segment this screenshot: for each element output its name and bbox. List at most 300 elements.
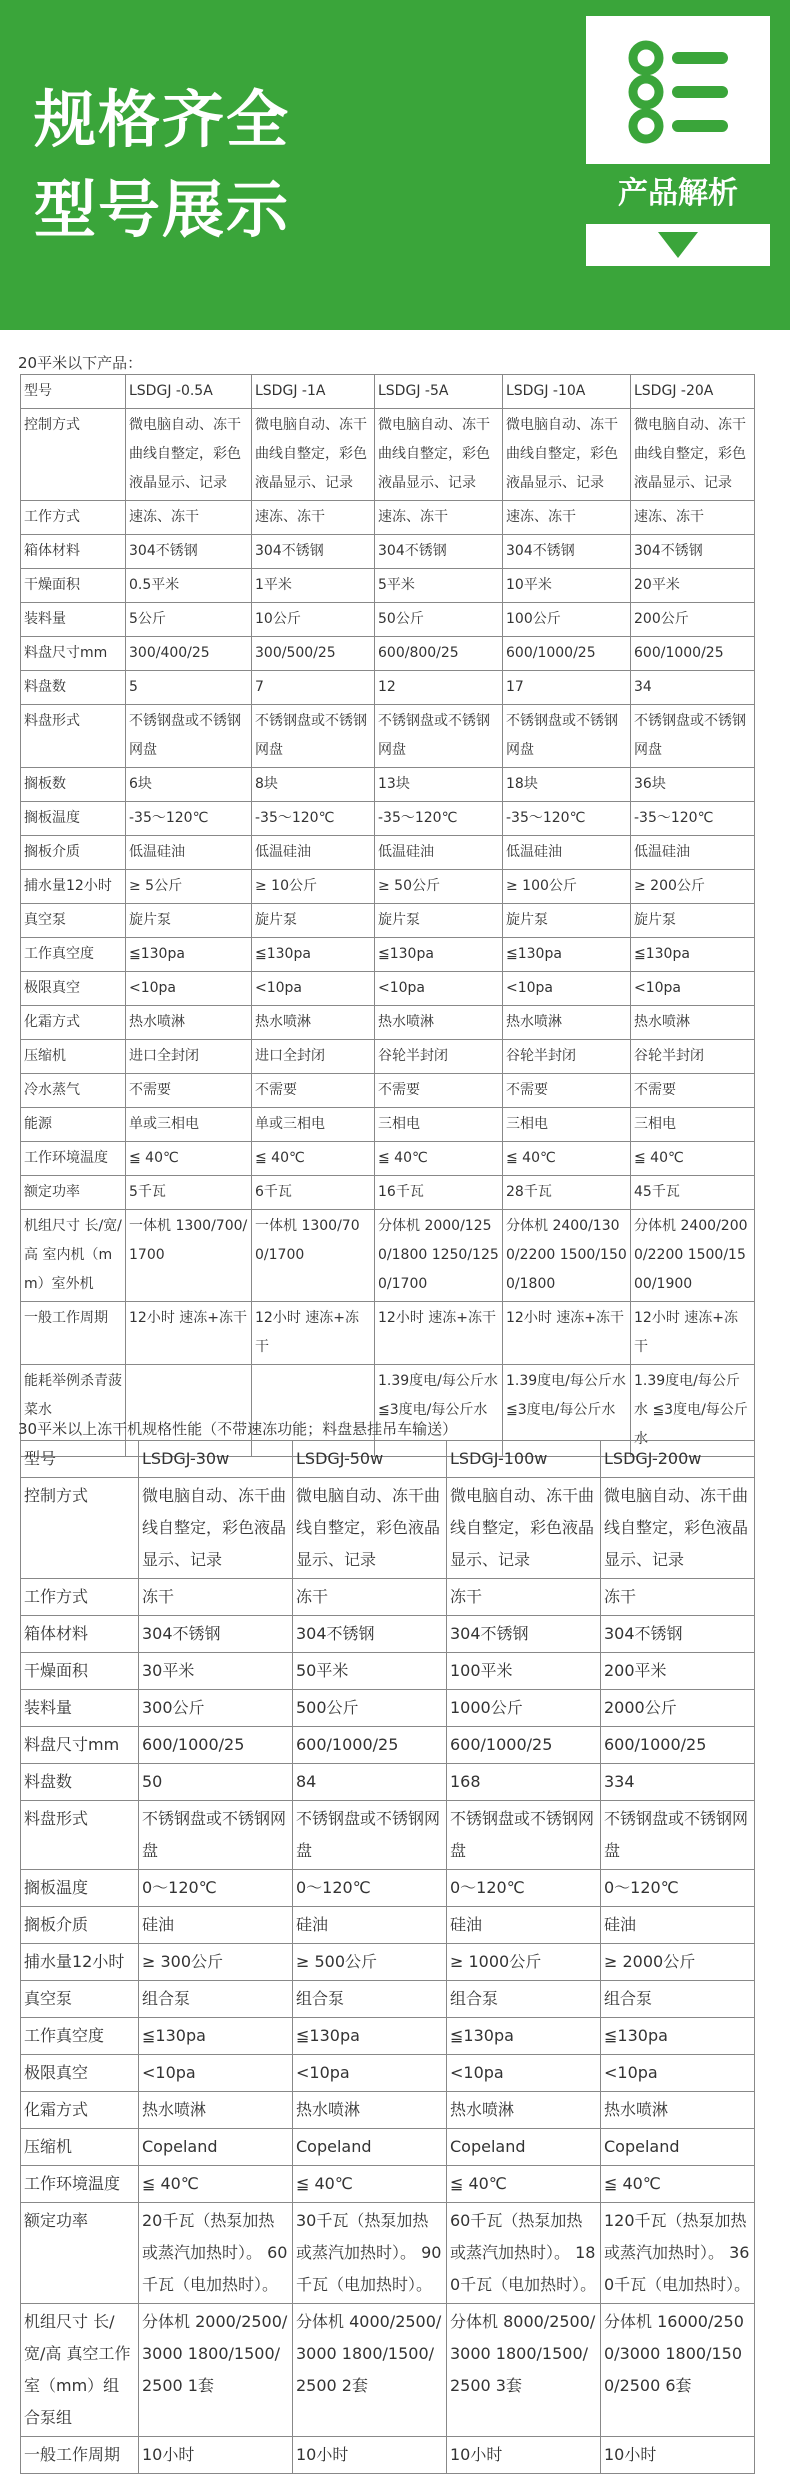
value-cell: 硅油 <box>447 1907 601 1944</box>
table-row <box>21 836 755 870</box>
value-cell: ≦130pa <box>252 938 375 972</box>
value-cell: 34 <box>631 671 755 705</box>
row-label-cell: 搁板数 <box>21 768 126 802</box>
value-cell: 热水喷淋 <box>139 2092 293 2129</box>
table-row <box>21 1981 755 2018</box>
value-cell: <10pa <box>293 2055 447 2092</box>
section1-caption: 20平米以下产品： <box>18 354 143 372</box>
value-cell: 微电脑自动、冻干曲线自整定，彩色液晶显示、记录 <box>139 1478 293 1579</box>
value-cell: 不锈钢盘或不锈钢网盘 <box>252 705 375 768</box>
table-row <box>21 870 755 904</box>
value-cell: 冻干 <box>139 1579 293 1616</box>
value-cell: Copeland <box>447 2129 601 2166</box>
value-cell: 8块 <box>252 768 375 802</box>
value-cell: 低温硅油 <box>631 836 755 870</box>
table-header-row <box>21 1441 755 1478</box>
table-row <box>21 1579 755 1616</box>
row-label-cell: 一般工作周期 <box>21 2437 139 2474</box>
value-cell: Copeland <box>293 2129 447 2166</box>
value-cell: 分体机 4000/2500/3000 1800/1500/2500 2套 <box>293 2304 447 2437</box>
value-cell: 不需要 <box>252 1074 375 1108</box>
value-cell: 300/400/25 <box>126 637 252 671</box>
value-cell: 2000公斤 <box>601 1690 755 1727</box>
value-cell: 热水喷淋 <box>601 2092 755 2129</box>
value-cell: ≦ 40℃ <box>139 2166 293 2203</box>
row-label-cell: 压缩机 <box>21 1040 126 1074</box>
model-header-cell: LSDGJ-30w <box>139 1441 293 1478</box>
row-label-cell: 箱体材料 <box>21 535 126 569</box>
value-cell: 微电脑自动、冻干曲线自整定，彩色液晶显示、记录 <box>601 1478 755 1579</box>
value-cell: 0～120℃ <box>139 1870 293 1907</box>
value-cell: 不需要 <box>631 1074 755 1108</box>
value-cell: 600/1000/25 <box>447 1727 601 1764</box>
model-header-cell: LSDGJ -5A <box>375 375 503 409</box>
table-row <box>21 802 755 836</box>
value-cell: 0～120℃ <box>293 1870 447 1907</box>
value-cell: ≦ 40℃ <box>293 2166 447 2203</box>
value-cell: 微电脑自动、冻干曲线自整定，彩色液晶显示、记录 <box>503 409 631 501</box>
table-row <box>21 1870 755 1907</box>
row-label-cell: 工作真空度 <box>21 938 126 972</box>
value-cell: <10pa <box>447 2055 601 2092</box>
value-cell: 一体机 1300/700/1700 <box>252 1210 375 1302</box>
table-row <box>21 409 755 501</box>
model-header-cell: LSDGJ-100w <box>447 1441 601 1478</box>
value-cell: 进口全封闭 <box>252 1040 375 1074</box>
value-cell: ≥ 50公斤 <box>375 870 503 904</box>
table-row <box>21 1801 755 1870</box>
table-row <box>21 1006 755 1040</box>
value-cell: ≦130pa <box>126 938 252 972</box>
value-cell: 不锈钢盘或不锈钢网盘 <box>126 705 252 768</box>
row-label-cell: 额定功率 <box>21 1176 126 1210</box>
row-label-cell: 控制方式 <box>21 409 126 501</box>
row-label-cell: 搁板介质 <box>21 1907 139 1944</box>
value-cell: 600/1000/25 <box>293 1727 447 1764</box>
value-cell: 12小时 速冻+冻干 <box>375 1302 503 1365</box>
value-cell: 不需要 <box>375 1074 503 1108</box>
row-label-cell: 能耗举例杀青菠菜水 <box>21 1365 126 1457</box>
value-cell: 微电脑自动、冻干曲线自整定，彩色液晶显示、记录 <box>447 1478 601 1579</box>
value-cell: 微电脑自动、冻干曲线自整定，彩色液晶显示、记录 <box>631 409 755 501</box>
value-cell: <10pa <box>139 2055 293 2092</box>
value-cell: 三相电 <box>631 1108 755 1142</box>
value-cell: 304不锈钢 <box>139 1616 293 1653</box>
value-cell: ≥ 5公斤 <box>126 870 252 904</box>
value-cell: 200公斤 <box>631 603 755 637</box>
value-cell: 低温硅油 <box>126 836 252 870</box>
value-cell: 1.39度电/每公斤水 ≦3度电/每公斤水 <box>503 1365 631 1457</box>
value-cell: 旋片泵 <box>252 904 375 938</box>
value-cell: ≥ 200公斤 <box>631 870 755 904</box>
value-cell: 0～120℃ <box>601 1870 755 1907</box>
table-row <box>21 2092 755 2129</box>
table-row <box>21 535 755 569</box>
row-label-cell: 工作方式 <box>21 501 126 535</box>
value-cell: 304不锈钢 <box>447 1616 601 1653</box>
value-cell: 28千瓦 <box>503 1176 631 1210</box>
value-cell: 分体机 8000/2500/3000 1800/1500/2500 3套 <box>447 2304 601 2437</box>
row-label-cell: 料盘形式 <box>21 1801 139 1870</box>
table-row <box>21 1653 755 1690</box>
value-cell: 进口全封闭 <box>126 1040 252 1074</box>
value-cell: 微电脑自动、冻干曲线自整定，彩色液晶显示、记录 <box>375 409 503 501</box>
value-cell: 12小时 速冻+冻干 <box>126 1302 252 1365</box>
model-header-cell: LSDGJ -0.5A <box>126 375 252 409</box>
value-cell: 旋片泵 <box>126 904 252 938</box>
value-cell: 不锈钢盘或不锈钢网盘 <box>503 705 631 768</box>
value-cell: ≦ 40℃ <box>601 2166 755 2203</box>
value-cell: 1平米 <box>252 569 375 603</box>
value-cell: 20千瓦（热泵加热或蒸汽加热时）。 60千瓦（电加热时）。 <box>139 2203 293 2304</box>
value-cell: ≥ 100公斤 <box>503 870 631 904</box>
table-row <box>21 1074 755 1108</box>
value-cell: 谷轮半封闭 <box>631 1040 755 1074</box>
value-cell: 热水喷淋 <box>631 1006 755 1040</box>
value-cell: 旋片泵 <box>503 904 631 938</box>
row-label-cell: 料盘数 <box>21 671 126 705</box>
row-label-cell: 工作方式 <box>21 1579 139 1616</box>
product-analysis-badge <box>586 16 770 266</box>
value-cell: 一体机 1300/700/1700 <box>126 1210 252 1302</box>
row-label-cell: 真空泵 <box>21 904 126 938</box>
row-label-cell: 搁板温度 <box>21 802 126 836</box>
row-label-cell: 工作真空度 <box>21 2018 139 2055</box>
value-cell: 谷轮半封闭 <box>503 1040 631 1074</box>
value-cell: 冻干 <box>293 1579 447 1616</box>
value-cell: 组合泵 <box>447 1981 601 2018</box>
value-cell: 速冻、冻干 <box>252 501 375 535</box>
value-cell: 低温硅油 <box>503 836 631 870</box>
value-cell: 12小时 速冻+冻干 <box>252 1302 375 1365</box>
value-cell: 1000公斤 <box>447 1690 601 1727</box>
value-cell: 304不锈钢 <box>126 535 252 569</box>
model-header-cell: LSDGJ -10A <box>503 375 631 409</box>
value-cell: 组合泵 <box>139 1981 293 2018</box>
table-row <box>21 2055 755 2092</box>
header-banner <box>0 0 790 330</box>
value-cell: Copeland <box>601 2129 755 2166</box>
value-cell: 304不锈钢 <box>631 535 755 569</box>
value-cell: 7 <box>252 671 375 705</box>
value-cell: 分体机 2000/1250/1800 1250/1250/1700 <box>375 1210 503 1302</box>
value-cell: 600/1000/25 <box>139 1727 293 1764</box>
value-cell: 600/800/25 <box>375 637 503 671</box>
value-cell: 微电脑自动、冻干曲线自整定，彩色液晶显示、记录 <box>252 409 375 501</box>
value-cell: 200平米 <box>601 1653 755 1690</box>
value-cell: -35～120℃ <box>631 802 755 836</box>
table-row <box>21 501 755 535</box>
table-row <box>21 603 755 637</box>
table-row <box>21 2203 755 2304</box>
table-row <box>21 1727 755 1764</box>
value-cell: 1.39度电/每公斤水 ≦3度电/每公斤水 <box>631 1365 755 1457</box>
table-row <box>21 569 755 603</box>
value-cell: 低温硅油 <box>252 836 375 870</box>
value-cell: 100平米 <box>447 1653 601 1690</box>
value-cell: 60千瓦（热泵加热或蒸汽加热时）。 180千瓦（电加热时）。 <box>447 2203 601 2304</box>
value-cell: 600/1000/25 <box>631 637 755 671</box>
value-cell: <10pa <box>375 972 503 1006</box>
value-cell: 不需要 <box>126 1074 252 1108</box>
value-cell: ≦130pa <box>631 938 755 972</box>
value-cell: 热水喷淋 <box>126 1006 252 1040</box>
row-label-cell: 干燥面积 <box>21 569 126 603</box>
banner-title-line1: 规格齐全 <box>34 83 291 156</box>
value-cell: 热水喷淋 <box>447 2092 601 2129</box>
value-cell: 分体机 16000/2500/3000 1800/1500/2500 6套 <box>601 2304 755 2437</box>
value-cell: -35～120℃ <box>126 802 252 836</box>
row-label-cell: 控制方式 <box>21 1478 139 1579</box>
value-cell: <10pa <box>252 972 375 1006</box>
header-label-cell: 型号 <box>21 1441 139 1478</box>
value-cell: 硅油 <box>293 1907 447 1944</box>
value-cell: 10平米 <box>503 569 631 603</box>
value-cell: ≥ 1000公斤 <box>447 1944 601 1981</box>
table-row <box>21 2129 755 2166</box>
value-cell: 304不锈钢 <box>375 535 503 569</box>
table-row <box>21 2018 755 2055</box>
value-cell: ≦ 40℃ <box>252 1142 375 1176</box>
value-cell: 18块 <box>503 768 631 802</box>
value-cell: 100公斤 <box>503 603 631 637</box>
table-row <box>21 768 755 802</box>
value-cell: 热水喷淋 <box>375 1006 503 1040</box>
value-cell: 组合泵 <box>293 1981 447 2018</box>
value-cell: 12小时 速冻+冻干 <box>631 1302 755 1365</box>
row-label-cell: 搁板温度 <box>21 1870 139 1907</box>
model-header-cell: LSDGJ -1A <box>252 375 375 409</box>
value-cell: 分体机 2400/1300/2200 1500/1500/1800 <box>503 1210 631 1302</box>
table-row <box>21 1142 755 1176</box>
value-cell: 0.5平米 <box>126 569 252 603</box>
row-label-cell: 搁板介质 <box>21 836 126 870</box>
value-cell: ≦ 40℃ <box>126 1142 252 1176</box>
value-cell: 微电脑自动、冻干曲线自整定，彩色液晶显示、记录 <box>293 1478 447 1579</box>
badge-label: 产品解析 <box>586 164 770 224</box>
table-row <box>21 637 755 671</box>
value-cell: 单或三相电 <box>126 1108 252 1142</box>
value-cell: 10公斤 <box>252 603 375 637</box>
value-cell: ≦ 40℃ <box>631 1142 755 1176</box>
row-label-cell: 箱体材料 <box>21 1616 139 1653</box>
value-cell: 300/500/25 <box>252 637 375 671</box>
value-cell: ≦130pa <box>293 2018 447 2055</box>
spec-table-small <box>20 374 755 1457</box>
value-cell: 三相电 <box>375 1108 503 1142</box>
value-cell: ≦ 40℃ <box>447 2166 601 2203</box>
table-row <box>21 1108 755 1142</box>
value-cell: ≥ 500公斤 <box>293 1944 447 1981</box>
value-cell: 10小时 <box>139 2437 293 2474</box>
value-cell: 304不锈钢 <box>293 1616 447 1653</box>
value-cell: 冻干 <box>601 1579 755 1616</box>
value-cell: ≦130pa <box>139 2018 293 2055</box>
value-cell: 不锈钢盘或不锈钢网盘 <box>447 1801 601 1870</box>
row-label-cell: 冷水蒸气 <box>21 1074 126 1108</box>
value-cell: 分体机 2400/2000/2200 1500/1500/1900 <box>631 1210 755 1302</box>
value-cell: ≦130pa <box>447 2018 601 2055</box>
model-header-cell: LSDGJ-50w <box>293 1441 447 1478</box>
value-cell: ≦ 40℃ <box>375 1142 503 1176</box>
table-row <box>21 1478 755 1579</box>
row-label-cell: 能源 <box>21 1108 126 1142</box>
value-cell: 50 <box>139 1764 293 1801</box>
value-cell: 50公斤 <box>375 603 503 637</box>
value-cell: 334 <box>601 1764 755 1801</box>
value-cell: 5平米 <box>375 569 503 603</box>
row-label-cell: 机组尺寸 长/宽/高 室内机（mm）室外机 <box>21 1210 126 1302</box>
value-cell: 1.39度电/每公斤水 ≦3度电/每公斤水 <box>375 1365 503 1457</box>
value-cell: 36块 <box>631 768 755 802</box>
row-label-cell: 料盘数 <box>21 1764 139 1801</box>
value-cell: 45千瓦 <box>631 1176 755 1210</box>
model-header-cell: LSDGJ-200w <box>601 1441 755 1478</box>
spec-table-large <box>20 1440 755 2474</box>
value-cell: 600/1000/25 <box>601 1727 755 1764</box>
value-cell: 6千瓦 <box>252 1176 375 1210</box>
table-row <box>21 1907 755 1944</box>
value-cell: 10小时 <box>293 2437 447 2474</box>
row-label-cell: 捕水量12小时 <box>21 870 126 904</box>
value-cell: 6块 <box>126 768 252 802</box>
table-row <box>21 1944 755 1981</box>
value-cell: ≦130pa <box>601 2018 755 2055</box>
section2-caption: 30平米以上冻干机规格性能（不带速冻功能；料盘悬挂吊车输送） <box>18 1420 458 1438</box>
value-cell: <10pa <box>503 972 631 1006</box>
value-cell: 谷轮半封闭 <box>375 1040 503 1074</box>
row-label-cell: 装料量 <box>21 1690 139 1727</box>
value-cell: 热水喷淋 <box>252 1006 375 1040</box>
row-label-cell: 机组尺寸 长/宽/高 真空工作室（mm）组合泵组 <box>21 2304 139 2437</box>
row-label-cell: 工作环境温度 <box>21 2166 139 2203</box>
table-row <box>21 1764 755 1801</box>
value-cell: -35～120℃ <box>252 802 375 836</box>
value-cell: 600/1000/25 <box>503 637 631 671</box>
header-label-cell: 型号 <box>21 375 126 409</box>
value-cell: 热水喷淋 <box>293 2092 447 2129</box>
row-label-cell: 化霜方式 <box>21 2092 139 2129</box>
value-cell: 20平米 <box>631 569 755 603</box>
value-cell: 12 <box>375 671 503 705</box>
value-cell: 120千瓦（热泵加热或蒸汽加热时）。 360千瓦（电加热时）。 <box>601 2203 755 2304</box>
value-cell: 硅油 <box>601 1907 755 1944</box>
value-cell: 组合泵 <box>601 1981 755 2018</box>
value-cell: ≦130pa <box>375 938 503 972</box>
value-cell: 0～120℃ <box>447 1870 601 1907</box>
value-cell: 304不锈钢 <box>601 1616 755 1653</box>
value-cell: 5公斤 <box>126 603 252 637</box>
row-label-cell: 工作环境温度 <box>21 1142 126 1176</box>
value-cell: -35～120℃ <box>375 802 503 836</box>
value-cell: 12小时 速冻+冻干 <box>503 1302 631 1365</box>
value-cell: ≦ 40℃ <box>503 1142 631 1176</box>
table-row <box>21 1040 755 1074</box>
value-cell: 17 <box>503 671 631 705</box>
table-row <box>21 1302 755 1365</box>
value-cell: 速冻、冻干 <box>126 501 252 535</box>
list-icon <box>626 40 730 144</box>
value-cell: 旋片泵 <box>375 904 503 938</box>
value-cell: 速冻、冻干 <box>375 501 503 535</box>
model-header-cell: LSDGJ -20A <box>631 375 755 409</box>
value-cell: 50平米 <box>293 1653 447 1690</box>
value-cell: ≥ 10公斤 <box>252 870 375 904</box>
row-label-cell: 极限真空 <box>21 972 126 1006</box>
value-cell: 500公斤 <box>293 1690 447 1727</box>
row-label-cell: 真空泵 <box>21 1981 139 2018</box>
value-cell: <10pa <box>631 972 755 1006</box>
value-cell: <10pa <box>601 2055 755 2092</box>
value-cell: 速冻、冻干 <box>631 501 755 535</box>
value-cell: -35～120℃ <box>503 802 631 836</box>
value-cell: 不锈钢盘或不锈钢网盘 <box>375 705 503 768</box>
table-row <box>21 2304 755 2437</box>
row-label-cell: 装料量 <box>21 603 126 637</box>
value-cell: 30平米 <box>139 1653 293 1690</box>
value-cell: 微电脑自动、冻干曲线自整定，彩色液晶显示、记录 <box>126 409 252 501</box>
value-cell: 不锈钢盘或不锈钢网盘 <box>631 705 755 768</box>
value-cell: <10pa <box>126 972 252 1006</box>
table-row <box>21 671 755 705</box>
value-cell: 304不锈钢 <box>252 535 375 569</box>
row-label-cell: 料盘尺寸mm <box>21 637 126 671</box>
table-row <box>21 904 755 938</box>
value-cell: ≥ 300公斤 <box>139 1944 293 1981</box>
row-label-cell: 极限真空 <box>21 2055 139 2092</box>
row-label-cell: 化霜方式 <box>21 1006 126 1040</box>
value-cell: 不锈钢盘或不锈钢网盘 <box>601 1801 755 1870</box>
value-cell: 不锈钢盘或不锈钢网盘 <box>139 1801 293 1870</box>
row-label-cell: 一般工作周期 <box>21 1302 126 1365</box>
value-cell: 30千瓦（热泵加热或蒸汽加热时）。 90千瓦（电加热时）。 <box>293 2203 447 2304</box>
row-label-cell: 压缩机 <box>21 2129 139 2166</box>
table-row <box>21 972 755 1006</box>
value-cell: ≦130pa <box>503 938 631 972</box>
value-cell: 5千瓦 <box>126 1176 252 1210</box>
row-label-cell: 额定功率 <box>21 2203 139 2304</box>
table-row <box>21 2166 755 2203</box>
table-row <box>21 1210 755 1302</box>
value-cell: 三相电 <box>503 1108 631 1142</box>
table-row <box>21 938 755 972</box>
value-cell: 304不锈钢 <box>503 535 631 569</box>
value-cell: 300公斤 <box>139 1690 293 1727</box>
value-cell: 冻干 <box>447 1579 601 1616</box>
row-label-cell: 捕水量12小时 <box>21 1944 139 1981</box>
banner-title-line2: 型号展示 <box>34 173 291 246</box>
value-cell: 16千瓦 <box>375 1176 503 1210</box>
value-cell: 热水喷淋 <box>503 1006 631 1040</box>
table-row <box>21 1176 755 1210</box>
value-cell: ≥ 2000公斤 <box>601 1944 755 1981</box>
value-cell: 不需要 <box>503 1074 631 1108</box>
row-label-cell: 料盘形式 <box>21 705 126 768</box>
value-cell: 10小时 <box>601 2437 755 2474</box>
value-cell: 5 <box>126 671 252 705</box>
value-cell: 84 <box>293 1764 447 1801</box>
value-cell: 单或三相电 <box>252 1108 375 1142</box>
row-label-cell: 干燥面积 <box>21 1653 139 1690</box>
value-cell: 分体机 2000/2500/3000 1800/1500/2500 1套 <box>139 2304 293 2437</box>
value-cell: 不锈钢盘或不锈钢网盘 <box>293 1801 447 1870</box>
row-label-cell: 料盘尺寸mm <box>21 1727 139 1764</box>
table-header-row <box>21 375 755 409</box>
value-cell: 硅油 <box>139 1907 293 1944</box>
table-row <box>21 705 755 768</box>
value-cell: 低温硅油 <box>375 836 503 870</box>
value-cell: 旋片泵 <box>631 904 755 938</box>
